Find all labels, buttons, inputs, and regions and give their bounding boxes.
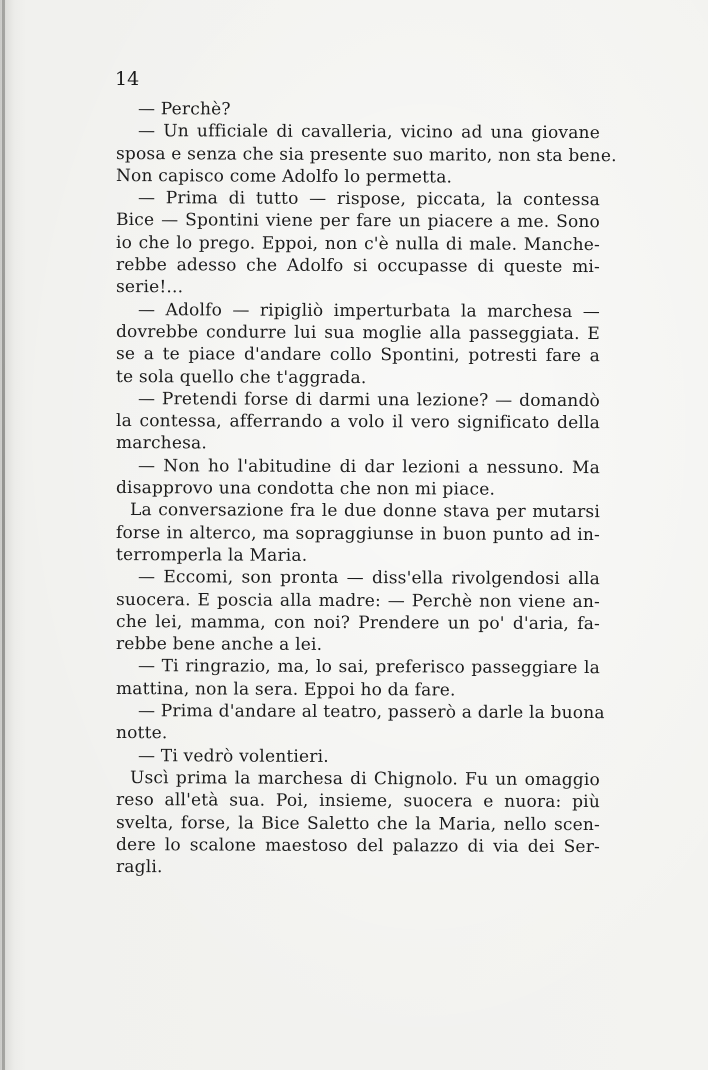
text-line: — Eccomi, son pronta — diss'ella rivolgendosi alla — [137, 567, 601, 590]
text-line: forse in alterco, ma sopraggiunse in buon punto ad in- — [115, 522, 601, 545]
text-line: io che lo prego. Eppoi, non c'è nulla di male. Manche- — [115, 232, 601, 255]
text-line: svelta, forse, la Bice Saletto che la Maria, nello scen- — [115, 812, 601, 835]
text-line: se a te piace d'andare collo Spontini, potresti fare a — [115, 344, 601, 367]
text-line: — Adolfo — ripigliò imperturbata la marchesa — — [137, 299, 601, 322]
text-line: disapprovo una condotta che non mi piace. — [115, 478, 496, 500]
text-line: sposa e senza che sia presente suo marito, non sta bene. — [115, 143, 617, 166]
page-number: 14 — [115, 68, 140, 90]
text-line: — Prima d'andare al teatro, passerò a darle la buona — [137, 701, 605, 724]
text-line: Uscì prima la marchesa di Chignolo. Fu un omaggio — [129, 767, 601, 791]
text-line: te sola quello che t'aggrada. — [115, 366, 367, 388]
text-line: — Non ho l'abitudine di dar lezioni a nessuno. Ma — [137, 455, 601, 478]
body-text — [115, 98, 617, 878]
text-line: — Un ufficiale di cavalleria, vicino ad una giovane — [137, 121, 601, 144]
text-line: — Perchè? — [137, 99, 231, 120]
text-line: terromperla la Maria. — [115, 544, 308, 566]
text-line: mattina, non la sera. Eppoi ho da fare. — [115, 678, 456, 701]
text-line: — Prima di tutto — rispose, piccata, la contessa — [137, 188, 601, 211]
text-line: reso all'età sua. Poi, insieme, suocera e nuora: più — [115, 790, 601, 813]
text-line: rebbe adesso che Adolfo si occupasse di queste mi- — [115, 255, 601, 278]
text-line: che lei, mamma, con noi? Prendere un po' d'aria, fa- — [115, 611, 601, 634]
text-line: notte. — [115, 723, 168, 744]
text-line: — Ti vedrò volentieri. — [137, 745, 329, 767]
text-line: rebbe bene anche a lei. — [115, 634, 323, 656]
text-line: dere lo scalone maestoso del palazzo di via dei Ser- — [115, 834, 601, 857]
text-line: ragli. — [115, 857, 163, 878]
text-line: La conversazione fra le due donne stava per mutarsi — [129, 500, 601, 523]
text-line: la contessa, afferrando a volo il vero significato della — [115, 411, 601, 434]
text-line: marchesa. — [115, 433, 208, 454]
text-line: Bice — Spontini viene per fare un piacere a me. Sono — [115, 210, 601, 233]
text-line: — Pretendi forse di darmi una lezione? — domandò — [137, 388, 601, 411]
text-line: dovrebbe condurre lui sua moglie alla passeggiata. E — [115, 321, 601, 345]
text-line: — Ti ringrazio, ma, lo sai, preferisco passeggiare la — [137, 656, 601, 679]
text-line: Non capisco come Adolfo lo permetta. — [115, 165, 453, 188]
text-line: serie!... — [115, 277, 184, 298]
text-line: suocera. E poscia alla madre: — Perchè non viene an- — [115, 589, 601, 612]
binding-gutter — [2, 0, 5, 1070]
